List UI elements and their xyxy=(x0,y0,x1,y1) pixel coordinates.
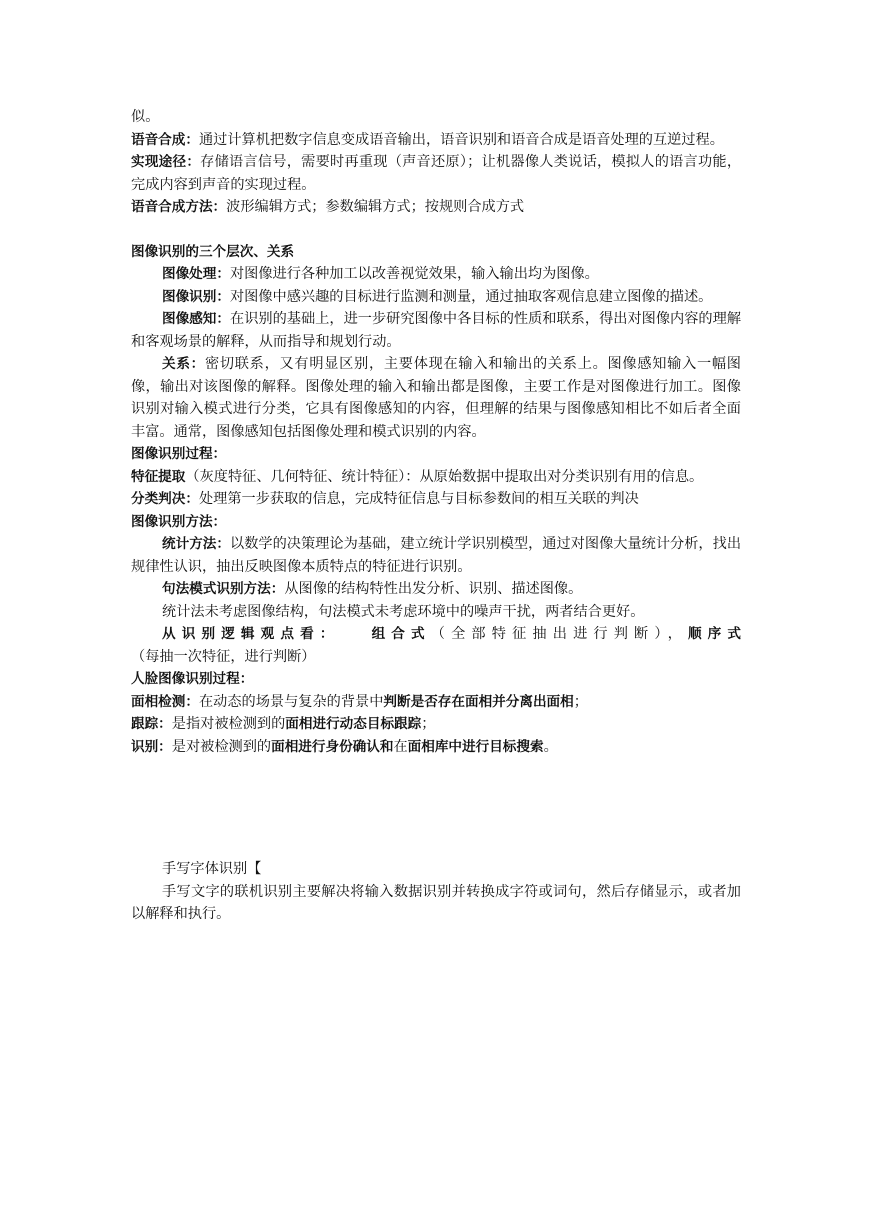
term-label: 句法模式识别方法： xyxy=(162,581,285,597)
term-label: 语音合成： xyxy=(131,131,199,148)
term-combination: 组合式 xyxy=(371,626,431,642)
term-label: 关系： xyxy=(162,356,205,372)
term-label: 面相检测： xyxy=(131,693,199,710)
section-heading-handwriting: 手写字体识别【 xyxy=(162,861,262,877)
term-label: 图像识别： xyxy=(162,288,230,305)
section-heading-image-levels: 图像识别的三个层次、关系 xyxy=(131,243,295,260)
paragraph-implementation: 实现途径：存储语言信号，需要时再重现（声音还原）；让机器像人类说话，模拟人的语言功能，完成内容到声音的实现过程。 xyxy=(131,154,742,193)
section-heading-recognition-process: 图像识别过程： xyxy=(131,446,227,462)
paragraph-method-comparison: 统计法未考虑图像结构，句法模式未考虑环境中的噪声干扰，两者结合更好。 xyxy=(162,603,645,620)
term-label: 特征提取 xyxy=(131,468,186,485)
paragraph-syntactic-method: 句法模式识别方法：从图像的结构特性出发分析、识别、描述图像。 xyxy=(162,581,583,597)
paragraph-relationship: 关系：密切联系，又有明显区别，主要体现在输入和输出的关系上。图像感知输入一幅图像，输出对该图像的解释。图像处理的输入和输出都是图像，主要工作是对图像进行加工。图像识别对输入模式进行分类，它具有图像感知的内容，但理解的结果与图像感知相比不如后者全面丰富。通常，图像感知包括图像处理和模式识别的内容。 xyxy=(131,356,741,440)
term-label: 实现途径： xyxy=(131,154,201,170)
paragraph-synthesis-methods: 语音合成方法：波形编辑方式；参数编辑方式；按规则合成方式 xyxy=(131,199,525,215)
term-label: 跟踪： xyxy=(131,716,172,732)
spacer xyxy=(131,219,741,241)
paragraph-feature-extraction: 特征提取（灰度特征、几何特征、统计特征）：从原始数据中提取出对分类识别有用的信息。 xyxy=(131,468,704,485)
paragraph-identification: 识别：是对被检测到的面相进行身份确认和在面相库中进行目标搜索。 xyxy=(131,738,558,755)
term-label: 从识别逻辑观点看： xyxy=(162,626,340,642)
paragraph-image-perception: 图像感知：在识别的基础上，进一步研究图像中各目标的性质和联系，得出对图像内容的理解和客观场景的解释，从而指导和规划行动。 xyxy=(131,311,742,350)
term-label: 识别： xyxy=(131,738,172,755)
term-sequential: 顺序式 xyxy=(687,626,741,642)
paragraph-tracking: 跟踪：是指对被检测到的面相进行动态目标跟踪； xyxy=(131,716,436,732)
section-heading-face-recognition: 人脸图像识别过程： xyxy=(131,671,254,687)
paragraph-statistical-method: 统计方法：以数学的决策理论为基础，建立统计学识别模型，通过对图像大量统计分析，找出规律性认识，抽出反映图像本质特点的特征进行识别。 xyxy=(131,536,742,575)
term-label: 统计方法： xyxy=(162,536,231,552)
paragraph-image-recognition: 图像识别：对图像中感兴趣的目标进行监测和测量，通过抽取客观信息建立图像的描述。 xyxy=(162,288,713,305)
document-body xyxy=(131,106,741,926)
paragraph-classification: 分类判决：处理第一步获取的信息，完成特征信息与目标参数间的相互关联的判决 xyxy=(131,491,639,507)
term-label: 图像处理： xyxy=(162,266,230,282)
paragraph-recognition-logic: 从识别逻辑观点看： 组合式（全部特征抽出进行判断），顺序式（每抽一次特征，进行判断） xyxy=(131,626,741,665)
paragraph-continuation: 似。 xyxy=(131,109,160,125)
term-label: 图像感知： xyxy=(162,311,231,327)
paragraph-face-detection: 面相检测：在动态的场景与复杂的背景中判断是否存在面相并分离出面相； xyxy=(131,693,588,710)
section-heading-recognition-methods: 图像识别方法： xyxy=(131,513,227,530)
spacer xyxy=(131,758,741,858)
paragraph-speech-synthesis: 语音合成：通过计算机把数字信息变成语音输出，语音识别和语音合成是语音处理的互逆过程。 xyxy=(131,131,724,148)
paragraph-handwriting-online: 手写文字的联机识别主要解决将输入数据识别并转换成字符或词句，然后存储显示，或者加以解释和执行。 xyxy=(131,883,741,922)
paragraph-image-processing: 图像处理：对图像进行各种加工以改善视觉效果，输入输出均为图像。 xyxy=(162,266,599,282)
term-label: 语音合成方法： xyxy=(131,199,227,215)
term-label: 分类判决： xyxy=(131,491,199,507)
